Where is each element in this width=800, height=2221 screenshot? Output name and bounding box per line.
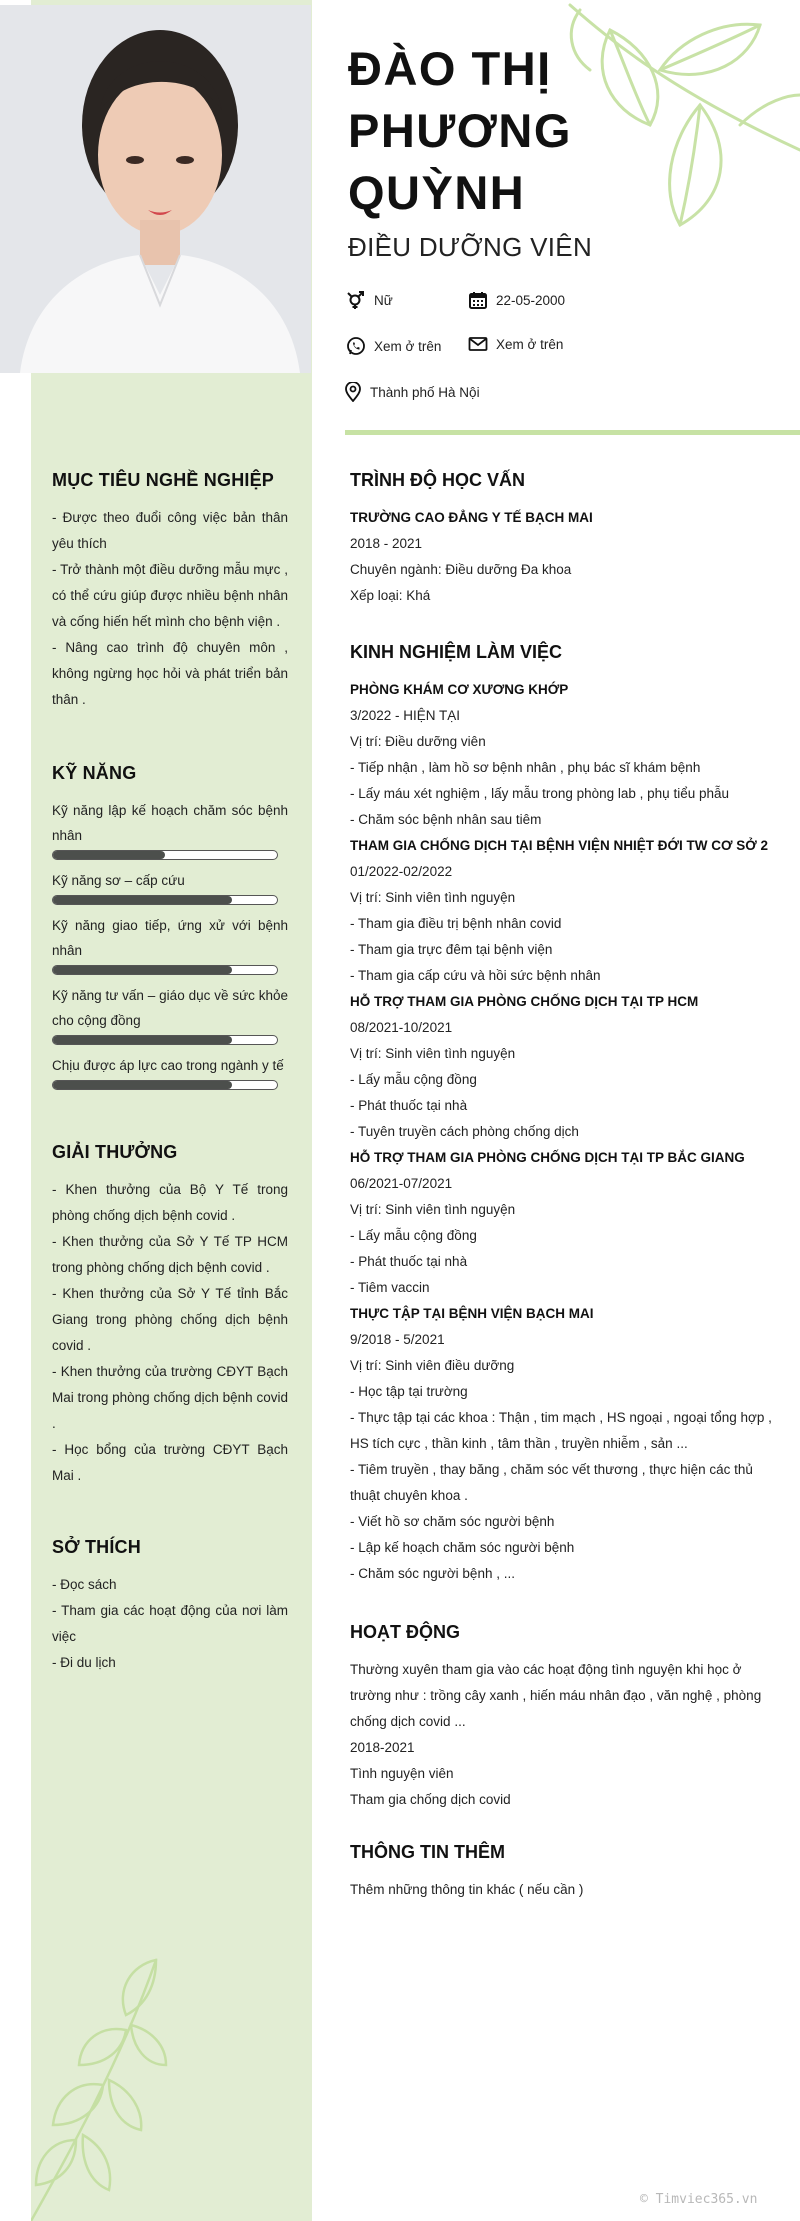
extra-info-section: [350, 1842, 775, 1903]
job-org: THỰC TẬP TẠI BỆNH VIỆN BẠCH MAI: [350, 1306, 594, 1321]
leaf-decoration-bottom: [31, 1950, 171, 2221]
skill-bar: [52, 1035, 278, 1045]
job-period: 06/2021-07/2021: [350, 1176, 453, 1191]
skill-label: Kỹ năng lập kế hoạch chăm sóc bệnh nhân: [52, 803, 288, 843]
birthdate-value: 22-05-2000: [496, 292, 566, 308]
skill-label: Kỹ năng giao tiếp, ứng xử với bệnh nhân: [52, 918, 288, 958]
job-org: HỖ TRỢ THAM GIA PHÒNG CHỐNG DỊCH TẠI TP HCM: [350, 994, 699, 1009]
skill-item: [52, 868, 288, 905]
email-info[interactable]: [468, 334, 563, 354]
phone-icon: [346, 336, 366, 356]
objective-line: - Nâng cao trình độ chuyên môn , không ngừng học hỏi và phát triển bản thân .: [52, 640, 288, 707]
job-entry: [350, 989, 775, 1145]
education-title: TRÌNH ĐỘ HỌC VẤN: [350, 470, 525, 490]
education-school: TRƯỜNG CAO ĐẲNG Y TẾ BẠCH MAI: [350, 510, 593, 525]
job-position: Vị trí: Sinh viên tình nguyện: [350, 1202, 516, 1217]
awards-section: [52, 1142, 288, 1489]
skill-bar: [52, 965, 278, 975]
skill-item: [52, 983, 288, 1045]
header-divider: [345, 430, 800, 435]
skill-bar: [52, 1080, 278, 1090]
calendar-icon: [468, 290, 488, 310]
hobby-line: - Tham gia các hoạt động của nơi làm việc: [52, 1603, 288, 1644]
job-entry: [350, 1301, 775, 1587]
skills-title: KỸ NĂNG: [52, 763, 137, 783]
gender-icon: [346, 290, 366, 310]
skill-bar-fill: [53, 896, 232, 904]
job-period: 01/2022-02/2022: [350, 864, 453, 879]
email-value: Xem ở trên: [496, 336, 564, 352]
job-line: - Tham gia cấp cứu và hồi sức bệnh nhân: [350, 968, 601, 983]
watermark: © Timviec365.vn: [640, 2192, 758, 2207]
job-line: - Lấy mẫu cộng đồng: [350, 1228, 477, 1243]
objective-line: - Trở thành một điều dưỡng mẫu mực , có thể cứu giúp được nhiều bệnh nhân và cống hiến hết mình cho bệnh viện .: [52, 562, 288, 629]
gender-value: Nữ: [374, 292, 393, 308]
job-entry: [350, 677, 775, 833]
job-entry: [350, 1145, 775, 1301]
phone-info[interactable]: [346, 336, 441, 356]
activities-description: Thường xuyên tham gia vào các hoạt động tình nguyện khi học ở trường như : trồng cây xanh , hiến máu nhân đạo , văn nghệ , phòng chống dịch covid ...: [350, 1662, 762, 1729]
skill-item: [52, 913, 288, 975]
activities-period: 2018-2021: [350, 1740, 415, 1755]
skill-bar-fill: [53, 1081, 232, 1089]
location-icon: [344, 382, 362, 402]
job-entry: [350, 833, 775, 989]
job-period: 3/2022 - HIỆN TẠI: [350, 708, 461, 723]
award-line: - Học bổng của trường CĐYT Bạch Mai .: [52, 1442, 288, 1483]
extra-info-text: Thêm những thông tin khác ( nếu cần ): [350, 1882, 584, 1897]
activities-detail: Tham gia chống dịch covid: [350, 1792, 511, 1807]
objective-line: - Được theo đuổi công việc bản thân yêu thích: [52, 510, 288, 551]
experience-section: [350, 642, 775, 1587]
hobbies-title: SỞ THÍCH: [52, 1537, 141, 1557]
activities-role: Tình nguyện viên: [350, 1766, 454, 1781]
job-line: - Tuyên truyền cách phòng chống dịch: [350, 1124, 579, 1139]
job-line: - Viết hồ sơ chăm sóc người bệnh: [350, 1514, 555, 1529]
award-line: - Khen thưởng của Sở Y Tế TP HCM trong phòng chống dịch bệnh covid .: [52, 1234, 288, 1275]
job-line: - Lấy mẫu cộng đồng: [350, 1072, 477, 1087]
job-position: Vị trí: Sinh viên điều dưỡng: [350, 1358, 515, 1373]
job-line: - Phát thuốc tại nhà: [350, 1098, 468, 1113]
award-line: - Khen thưởng của Sở Y Tế tỉnh Bắc Giang trong phòng chống dịch bệnh covid .: [52, 1286, 288, 1353]
address-value: Thành phố Hà Nội: [370, 384, 480, 400]
job-line: - Học tập tại trường: [350, 1384, 468, 1399]
job-line: - Tham gia trực đêm tại bệnh viện: [350, 942, 553, 957]
hobby-line: - Đi du lịch: [52, 1655, 116, 1670]
job-line: - Phát thuốc tại nhà: [350, 1254, 468, 1269]
address-info: [344, 382, 480, 402]
job-org: HỖ TRỢ THAM GIA PHÒNG CHỐNG DỊCH TẠI TP BẮC GIANG: [350, 1150, 745, 1165]
job-position: Vị trí: Điều dưỡng viên: [350, 734, 486, 749]
skill-label: Kỹ năng tư vấn – giáo dục về sức khỏe cho cộng đồng: [52, 988, 288, 1028]
skill-item: [52, 798, 288, 860]
skill-bar: [52, 850, 278, 860]
job-line: - Tham gia điều trị bệnh nhân covid: [350, 916, 562, 931]
job-line: - Thực tập tại các khoa : Thận , tim mạch , HS ngoại , ngoại tổng hợp , HS tích cực , thần kinh , tâm thần , truyền nhiễm , sản ...: [350, 1410, 772, 1451]
job-org: PHÒNG KHÁM CƠ XƯƠNG KHỚP: [350, 682, 569, 697]
job-line: - Tiêm truyền , thay băng , chăm sóc vết thương , thực hiện các thủ thuật chuyên khoa .: [350, 1462, 753, 1503]
extra-info-title: THÔNG TIN THÊM: [350, 1842, 505, 1862]
job-position: Vị trí: Sinh viên tình nguyện: [350, 890, 516, 905]
birthdate-info: [468, 290, 565, 310]
education-period: 2018 - 2021: [350, 536, 423, 551]
objective-section: [52, 470, 288, 713]
skill-bar-fill: [53, 851, 165, 859]
skill-label: Kỹ năng sơ – cấp cứu: [52, 873, 185, 888]
job-title: ĐIỀU DƯỠNG VIÊN: [348, 232, 593, 262]
education-grade: Xếp loại: Khá: [350, 588, 431, 603]
award-line: - Khen thưởng của Bộ Y Tế trong phòng chống dịch bệnh covid .: [52, 1182, 288, 1223]
job-period: 9/2018 - 5/2021: [350, 1332, 445, 1347]
profile-photo: [0, 5, 311, 373]
award-line: - Khen thưởng của trường CĐYT Bạch Mai trong phòng chống dịch bệnh covid .: [52, 1364, 288, 1431]
job-line: - Chăm sóc người bệnh , ...: [350, 1566, 515, 1581]
phone-value: Xem ở trên: [374, 338, 442, 354]
education-major: Chuyên ngành: Điều dưỡng Đa khoa: [350, 562, 572, 577]
experience-title: KINH NGHIỆM LÀM VIỆC: [350, 642, 563, 662]
gender-info: [346, 290, 393, 310]
skill-bar-fill: [53, 966, 232, 974]
hobbies-section: [52, 1537, 288, 1676]
awards-title: GIẢI THƯỞNG: [52, 1142, 178, 1162]
job-org: THAM GIA CHỐNG DỊCH TẠI BỆNH VIỆN NHIỆT ĐỚI TW CƠ SỞ 2: [350, 838, 769, 853]
job-line: - Lập kế hoạch chăm sóc người bệnh: [350, 1540, 575, 1555]
hobby-line: - Đọc sách: [52, 1577, 117, 1592]
job-line: - Tiêm vaccin: [350, 1280, 430, 1295]
skills-section: [52, 763, 288, 1098]
job-line: - Chăm sóc bệnh nhân sau tiêm: [350, 812, 542, 827]
email-icon: [468, 334, 488, 354]
skill-item: [52, 1053, 288, 1090]
skill-label: Chịu được áp lực cao trong ngành y tế: [52, 1058, 284, 1073]
job-line: - Tiếp nhận , làm hồ sơ bệnh nhân , phụ bác sĩ khám bệnh: [350, 760, 701, 775]
job-line: - Lấy máu xét nghiệm , lấy mẫu trong phòng lab , phụ tiểu phẫu: [350, 786, 729, 801]
skill-bar: [52, 895, 278, 905]
education-section: [350, 470, 775, 609]
candidate-name: ĐÀO THỊ PHƯƠNG QUỲNH: [348, 42, 572, 219]
skill-bar-fill: [53, 1036, 232, 1044]
objective-title: MỤC TIÊU NGHỀ NGHIỆP: [52, 470, 275, 490]
activities-title: HOẠT ĐỘNG: [350, 1622, 460, 1642]
job-period: 08/2021-10/2021: [350, 1020, 453, 1035]
activities-section: [350, 1622, 775, 1813]
job-position: Vị trí: Sinh viên tình nguyện: [350, 1046, 516, 1061]
